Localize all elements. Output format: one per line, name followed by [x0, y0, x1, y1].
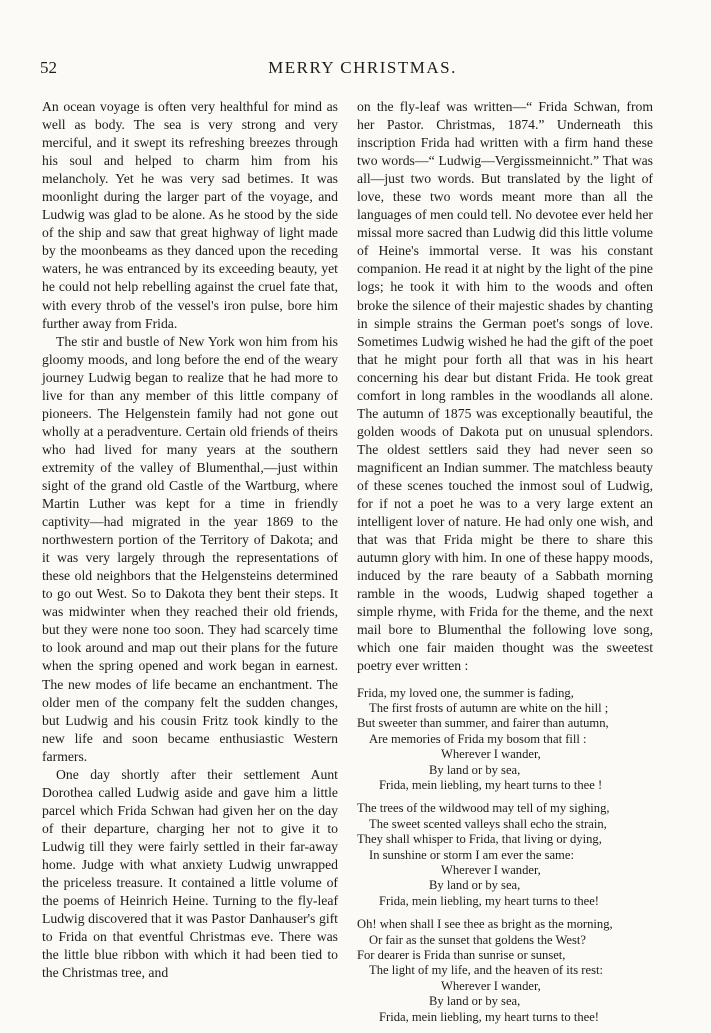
poem-line: The first frosts of autumn are white on the hill ;	[369, 700, 609, 715]
page-header	[40, 58, 685, 82]
right-column	[357, 98, 653, 1033]
love-poem	[357, 686, 653, 1026]
poem-refrain-line: Wherever I wander,	[441, 862, 541, 877]
poem-line: The light of my life, and the heaven of its rest:	[369, 963, 603, 978]
poem-line: In sunshine or storm I am ever the same:	[369, 847, 574, 862]
poem-line: Or fair as the sunset that goldens the West?	[369, 932, 586, 947]
poem-line: For dearer is Frida than sunrise or sunset,	[357, 948, 566, 962]
poem-refrain-line: Wherever I wander,	[441, 978, 541, 993]
poem-refrain-line: By land or by sea,	[429, 994, 521, 1009]
poem-line: The sweet scented valleys shall echo the strain,	[369, 816, 607, 831]
poem-stanza	[357, 686, 653, 794]
poem-refrain-line: Frida, mein liebling, my heart turns to thee!	[379, 1009, 599, 1024]
running-title: MERRY CHRISTMAS.	[268, 58, 457, 77]
poem-refrain-line: By land or by sea,	[429, 762, 521, 777]
paragraph: The stir and bustle of New York won him from his gloomy moods, and long before the end of the weary journey Ludwig began to realize that he had more to live for than any member of this little company of pioneers. The Helgenstein family had not gone out wholly at a peradventure. Certain old friends of theirs who had lived for many years at the southern extremity of the valley of Blumenthal,—just within sight of the grand old Castle of the Wartburg, where Martin Luther was kept for a time in friendly captivity—had migrated in the year 1869 to the northwestern portion of the Territory of Dakota; and it was very largely through the representations of these old neighbors that the Helgensteins determined to go out West. So to Dakota they bent their steps. It was midwinter when they reached their old friends, but they were none too soon. They had scarcely time to look around and map out their plans for the future when the spring opened and work began in earnest. The new modes of life became an enchantment. The older men of the company felt the sudden changes, but Ludwig and his cousin Fritz took kindly to the new life and soon became enthusiastic Western farmers.	[42, 333, 338, 764]
poem-refrain-line: Frida, mein liebling, my heart turns to thee !	[379, 777, 603, 792]
poem-line: Are memories of Frida my bosom that fill :	[369, 731, 587, 746]
left-column	[42, 98, 338, 982]
paragraph: One day shortly after their settlement Aunt Dorothea called Ludwig aside and gave him a little parcel which Frida Schwan had given her on the day of their departure, charging her not to give it to Ludwig till they were fairly settled in their far-away home. Judge with what anxiety Ludwig unwrapped the priceless treasure. It contained a little volume of the poems of Heinrich Heine. Turning to the fly-leaf Ludwig discovered that it was Pastor Danhauser's gift to Frida on that eventful Christmas eve. There was the little blue ribbon with which it had been tied to the Christmas tree, and	[42, 766, 338, 981]
poem-line: They shall whisper to Frida, that living or dying,	[357, 832, 602, 847]
page-number: 52	[40, 58, 57, 77]
poem-line: Oh! when shall I see thee as bright as the morning,	[357, 917, 613, 932]
poem-line: The trees of the wildwood may tell of my sighing,	[357, 801, 610, 816]
paragraph: on the fly-leaf was written—“ Frida Schwan, from her Pastor. Christmas, 1874.” Underneath this inscription Frida had written with a firm hand these two words—“ Ludwig—Vergissmeinnicht.” That was all—just two words. But translated by the light of love, these two words meant more than all the languages of men could tell. No devotee ever held her missal more sacred than Ludwig did this little volume of Heine's immortal verse. It was his constant companion. He read it at night by the light of the pine logs; he took it with him to the woods and often broke the silence of their majestic shades by chanting in simple strains the German poet's songs of love. Sometimes Ludwig wished he had the gift of the poet that he might pour forth all that was in his heart concerning his dear but distant Frida. He took great comfort in long rambles in the woodlands all alone. The autumn of 1875 was exceptionally beautiful, the golden woods of Dakota put on unusual splendors. The oldest settlers said they had never seen so magnificent an Indian summer. The matchless beauty of these scenes touched the inmost soul of Ludwig, for if not a poet he was to a very large extent an intelligent lover of nature. He had only one wish, and that was that Frida might be there to share this autumn glory with him. In one of these happy moods, induced by the rare beauty of a Sabbath morning ramble in the woods, Ludwig shaped together a simple rhyme, with Frida for the theme, and the next mail bore to Blumenthal the following love song, which one fair maiden thought was the sweetest poetry ever written :	[357, 99, 653, 674]
poem-stanza	[357, 801, 653, 909]
poem-stanza	[357, 917, 653, 1025]
poem-refrain-line: Wherever I wander,	[441, 747, 541, 762]
poem-refrain-line: By land or by sea,	[429, 878, 521, 893]
poem-refrain-line: Frida, mein liebling, my heart turns to thee!	[379, 893, 599, 908]
paragraph: An ocean voyage is often very healthful for mind as well as body. The sea is very strong and very merciful, and it swept its refreshing breezes through his soul and helped to charm him from his melancholy. Yet he was very sad betimes. It was moonlight during the larger part of the voyage, and Ludwig was glad to be alone. As he stood by the side of the ship and saw that great highway of light made by the moonbeams as they danced upon the receding waters, he was entranced by its exceeding beauty, yet he could not help rebelling against the cruel fate that, with every throb of the vessel's iron pulse, bore him further away from Frida.	[42, 99, 338, 331]
poem-line: Frida, my loved one, the summer is fading,	[357, 685, 574, 700]
poem-line: But sweeter than summer, and fairer than autumn,	[357, 716, 609, 731]
